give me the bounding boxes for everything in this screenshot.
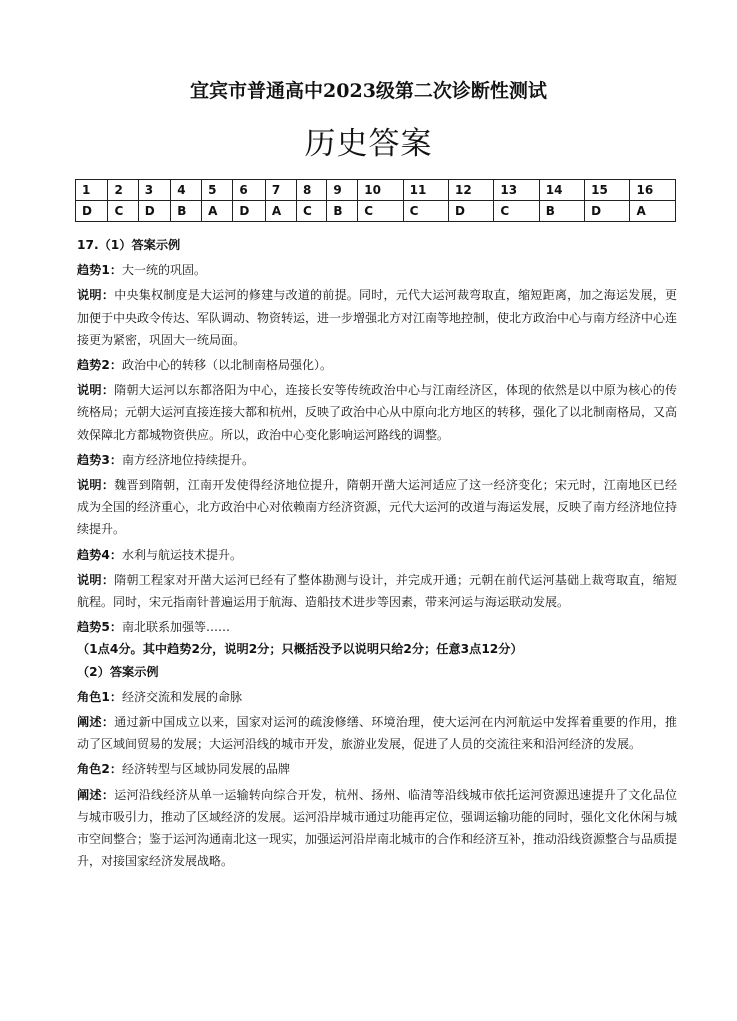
question-number: 4 — [171, 180, 202, 201]
answer-letter: A — [265, 201, 296, 222]
role-text: 经济转型与区域协同发展的品牌 — [122, 762, 291, 777]
question-number: 11 — [403, 180, 448, 201]
role-1 — [77, 686, 677, 708]
trend-label: 趋势5： — [77, 620, 123, 635]
answer-body — [77, 234, 677, 872]
question-number: 10 — [358, 180, 403, 201]
role-2 — [77, 758, 677, 780]
answer-letter: C — [403, 201, 448, 222]
trend-label: 趋势2： — [77, 358, 123, 373]
answer-table-answer-row — [76, 201, 676, 222]
page-subtitle: 历史答案 — [304, 126, 433, 162]
explanation-label: 说明： — [77, 478, 115, 493]
answer-letter: D — [76, 201, 108, 222]
explanation-label: 说明： — [77, 383, 115, 398]
trend-text: 水利与航运技术提升。 — [122, 547, 243, 562]
answer-letter: C — [358, 201, 403, 222]
trend-5 — [77, 616, 677, 638]
trend-4-explanation — [77, 569, 677, 613]
answer-letter: D — [138, 201, 170, 222]
trend-label: 趋势1： — [77, 263, 123, 278]
answer-table — [75, 179, 676, 222]
question-number: 13 — [494, 180, 539, 201]
answer-table-number-row — [76, 180, 676, 201]
role-label: 角色2： — [77, 762, 123, 777]
trend-2 — [77, 354, 677, 376]
trend-2-explanation — [77, 379, 677, 446]
question-number: 14 — [539, 180, 584, 201]
explanation-label: 说明： — [77, 572, 115, 587]
trend-text: 南方经济地位持续提升。 — [122, 452, 255, 467]
explanation-label: 阐述： — [77, 787, 115, 802]
answer-letter: C — [494, 201, 539, 222]
question-number: 5 — [202, 180, 233, 201]
trend-label: 趋势3： — [77, 452, 123, 467]
role-1-explanation — [77, 711, 677, 755]
explanation-text: 运河沿线经济从单一运输转向综合开发，杭州、扬州、临清等沿线城市依托运河资源迅速提升了文化品位与城市吸引力，推动了区域经济的发展。运河沿岸城市通过功能再定位，强调运输功能的同时，强化文化休闲与城市空间整合；鉴于运河沟通南北这一现实，加强运河沿岸南北城市的合作和经济互补，推动沿线资源整合与品质提升，对接国家经济发展战略。 — [77, 787, 678, 869]
question-number: 7 — [265, 180, 296, 201]
question-number: 8 — [297, 180, 327, 201]
answer-letter: A — [202, 201, 233, 222]
question-number: 16 — [630, 180, 676, 201]
question-number: 1 — [76, 180, 108, 201]
role-text: 经济交流和发展的命脉 — [122, 689, 243, 704]
trend-3 — [77, 449, 677, 471]
role-2-explanation — [77, 784, 677, 873]
question-number: 6 — [233, 180, 265, 201]
scoring-note: （1点4分。其中趋势2分，说明2分；只概括没予以说明只给2分；任意3点12分） — [77, 642, 523, 657]
explanation-text: 中央集权制度是大运河的修建与改道的前提。同时，元代大运河裁弯取直，缩短距离，加之海运发展，更加便于中央政令传达、军队调动、物资转运，进一步增强北方对江南等地控制，使北方政治中心与南方经济中心连接更为紧密，巩固大一统局面。 — [77, 288, 678, 347]
page-title: 宜宾市普通高中2023级第二次诊断性测试 — [190, 80, 547, 102]
question-number: 2 — [108, 180, 138, 201]
explanation-label: 说明： — [77, 288, 115, 303]
explanation-text: 隋朝工程家对开凿大运河已经有了整体勘测与设计，并完成开通；元朝在前代运河基础上裁弯取直，缩短航程。同时，宋元指南针普遍运用于航海、造船技术进步等因素，带来河运与海运联动发展。 — [77, 572, 677, 610]
trend-3-explanation — [77, 474, 677, 541]
explanation-text: 通过新中国成立以来，国家对运河的疏浚修缮、环境治理，使大运河在内河航运中发挥着重要的作用，推动了区域间贸易的发展；大运河沿线的城市开发，旅游业发展，促进了人员的交流往来和沿河经济的发展。 — [77, 715, 677, 752]
answer-letter: D — [585, 201, 630, 222]
trend-1 — [77, 259, 677, 281]
part1-heading: 17.（1）答案示例 — [77, 238, 181, 252]
answer-letter: D — [233, 201, 265, 222]
explanation-text: 魏晋到隋朝，江南开发使得经济地位提升，隋朝开凿大运河适应了这一经济变化；宋元时，江南地区已经成为全国的经济重心，北方政治中心对依赖南方经济资源，元代大运河的改道与海运发展，反映了南方经济地位持续提升。 — [77, 478, 678, 537]
trend-text: 大一统的巩固。 — [122, 263, 207, 278]
question-number: 12 — [448, 180, 493, 201]
answer-letter: B — [539, 201, 584, 222]
answer-letter: B — [327, 201, 358, 222]
trend-4 — [77, 544, 677, 566]
trend-1-explanation — [77, 284, 677, 351]
answer-letter: A — [630, 201, 676, 222]
explanation-label: 阐述： — [77, 715, 115, 730]
question-number: 9 — [327, 180, 358, 201]
trend-text: 政治中心的转移（以北制南格局强化）。 — [122, 358, 333, 373]
trend-label: 趋势4： — [77, 547, 123, 562]
question-number: 3 — [138, 180, 170, 201]
answer-letter: B — [171, 201, 202, 222]
part2-heading: （2）答案示例 — [77, 664, 159, 679]
question-number: 15 — [585, 180, 630, 201]
trend-text: 南北联系加强等…… — [122, 620, 231, 635]
explanation-text: 隋朝大运河以东都洛阳为中心，连接长安等传统政治中心与江南经济区，体现的依然是以中原为核心的传统格局；元朝大运河直接连接大都和杭州，反映了政治中心从中原向北方地区的转移，强化了以北制南格局，又高效保障北方都城物资供应。所以，政治中心变化影响运河路线的调整。 — [77, 383, 678, 442]
role-label: 角色1： — [77, 689, 123, 704]
answer-letter: C — [297, 201, 327, 222]
answer-letter: C — [108, 201, 138, 222]
answer-letter: D — [448, 201, 493, 222]
